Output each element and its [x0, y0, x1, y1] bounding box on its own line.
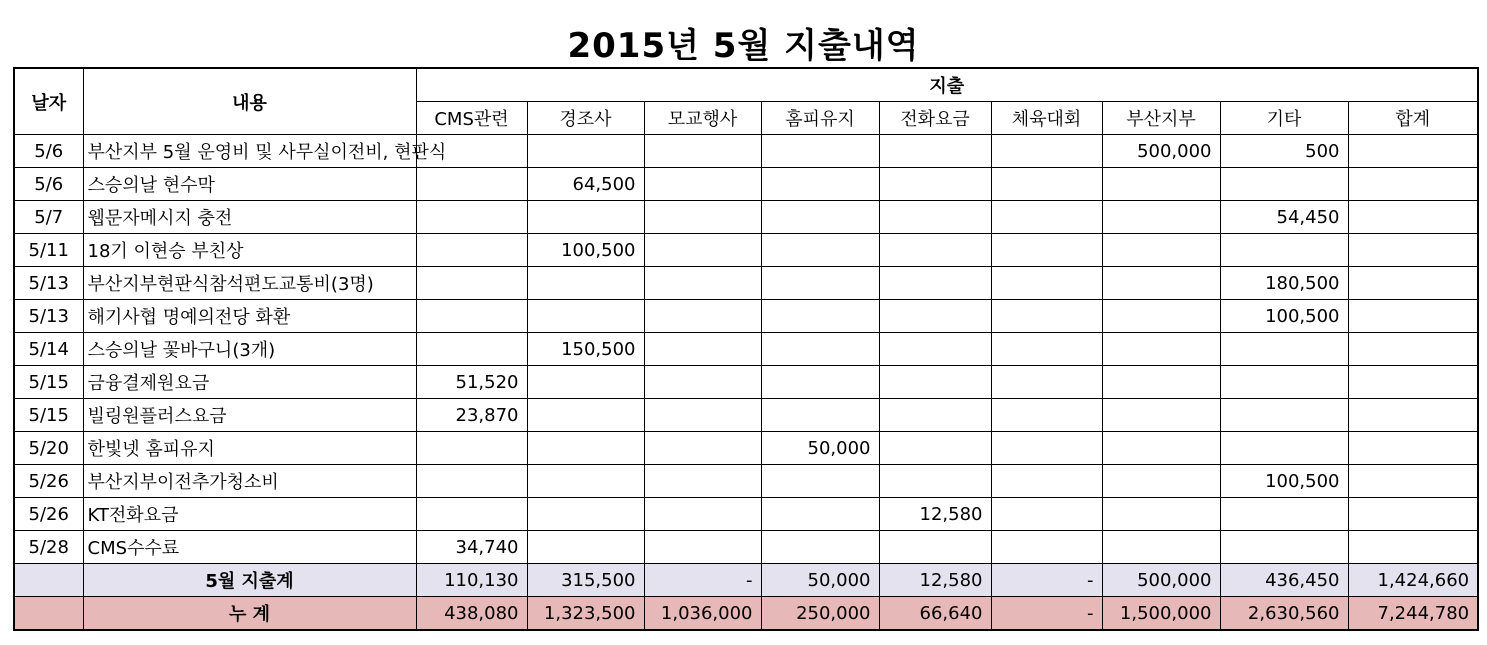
monthly-empty-cell	[14, 564, 83, 597]
row-etc	[1220, 531, 1348, 564]
row-description: KT전화요금	[83, 498, 416, 531]
header-cms: CMS관련	[416, 102, 527, 135]
row-hompi	[761, 531, 879, 564]
row-cms	[416, 432, 527, 465]
row-busan	[1102, 465, 1220, 498]
row-mogyo	[644, 432, 761, 465]
header-gyeongjo: 경조사	[527, 102, 644, 135]
cumulative-hompi: 250,000	[761, 597, 879, 631]
row-cms: 51,520	[416, 366, 527, 399]
row-etc: 180,500	[1220, 267, 1348, 300]
header-hompi: 홈피유지	[761, 102, 879, 135]
row-phone	[879, 201, 991, 234]
row-total	[1348, 432, 1478, 465]
row-date: 5/11	[14, 234, 83, 267]
monthly-cms: 110,130	[416, 564, 527, 597]
row-description: 18기 이현승 부친상	[83, 234, 416, 267]
row-gyeongjo	[527, 531, 644, 564]
header-busan: 부산지부	[1102, 102, 1220, 135]
cumulative-etc: 2,630,560	[1220, 597, 1348, 631]
row-sports	[991, 432, 1102, 465]
row-cms	[416, 465, 527, 498]
row-sports	[991, 267, 1102, 300]
row-gyeongjo: 100,500	[527, 234, 644, 267]
row-cms	[416, 300, 527, 333]
row-etc	[1220, 333, 1348, 366]
row-busan	[1102, 267, 1220, 300]
row-gyeongjo	[527, 300, 644, 333]
table-row	[14, 168, 1478, 201]
table-row	[14, 333, 1478, 366]
row-date: 5/7	[14, 201, 83, 234]
row-description: CMS수수료	[83, 531, 416, 564]
row-phone	[879, 135, 991, 168]
table-row	[14, 366, 1478, 399]
row-hompi	[761, 201, 879, 234]
row-gyeongjo	[527, 432, 644, 465]
row-description: 해기사협 명예의전당 화환	[83, 300, 416, 333]
table-row	[14, 399, 1478, 432]
row-mogyo	[644, 366, 761, 399]
row-total	[1348, 531, 1478, 564]
row-description: 웹문자메시지 충전	[83, 201, 416, 234]
row-busan	[1102, 234, 1220, 267]
table-row	[14, 201, 1478, 234]
cumulative-empty-cell	[14, 597, 83, 631]
row-total	[1348, 399, 1478, 432]
row-cms	[416, 333, 527, 366]
row-hompi	[761, 234, 879, 267]
table-row	[14, 432, 1478, 465]
row-etc: 100,500	[1220, 300, 1348, 333]
row-total	[1348, 135, 1478, 168]
row-sports	[991, 300, 1102, 333]
row-hompi	[761, 399, 879, 432]
row-phone	[879, 531, 991, 564]
row-phone	[879, 465, 991, 498]
cumulative-label: 누 계	[83, 597, 416, 631]
header-etc: 기타	[1220, 102, 1348, 135]
cumulative-total-row	[14, 597, 1478, 631]
monthly-gyeongjo: 315,500	[527, 564, 644, 597]
row-busan	[1102, 531, 1220, 564]
row-description: 부산지부 5월 운영비 및 사무실이전비, 현판식	[83, 135, 416, 168]
header-description: 내용	[83, 68, 416, 135]
table-row	[14, 300, 1478, 333]
row-total	[1348, 333, 1478, 366]
row-gyeongjo	[527, 267, 644, 300]
row-gyeongjo	[527, 366, 644, 399]
monthly-etc: 436,450	[1220, 564, 1348, 597]
row-mogyo	[644, 234, 761, 267]
row-hompi	[761, 465, 879, 498]
cumulative-cms: 438,080	[416, 597, 527, 631]
row-mogyo	[644, 531, 761, 564]
row-date: 5/13	[14, 300, 83, 333]
row-etc	[1220, 432, 1348, 465]
row-hompi: 50,000	[761, 432, 879, 465]
table-row	[14, 531, 1478, 564]
row-date: 5/14	[14, 333, 83, 366]
row-hompi	[761, 333, 879, 366]
header-date: 날자	[14, 68, 83, 135]
row-date: 5/20	[14, 432, 83, 465]
row-sports	[991, 234, 1102, 267]
row-busan	[1102, 201, 1220, 234]
row-total	[1348, 267, 1478, 300]
row-cms: 23,870	[416, 399, 527, 432]
row-mogyo	[644, 333, 761, 366]
row-hompi	[761, 300, 879, 333]
header-sports: 체육대회	[991, 102, 1102, 135]
row-phone: 12,580	[879, 498, 991, 531]
row-hompi	[761, 168, 879, 201]
row-etc: 54,450	[1220, 201, 1348, 234]
row-gyeongjo	[527, 498, 644, 531]
header-phone: 전화요금	[879, 102, 991, 135]
cumulative-busan: 1,500,000	[1102, 597, 1220, 631]
row-cms	[416, 498, 527, 531]
row-busan	[1102, 300, 1220, 333]
monthly-phone: 12,580	[879, 564, 991, 597]
cumulative-phone: 66,640	[879, 597, 991, 631]
table-row	[14, 498, 1478, 531]
row-sports	[991, 399, 1102, 432]
row-total	[1348, 201, 1478, 234]
row-date: 5/15	[14, 366, 83, 399]
row-phone	[879, 234, 991, 267]
row-etc	[1220, 366, 1348, 399]
row-total	[1348, 498, 1478, 531]
monthly-total: 1,424,660	[1348, 564, 1478, 597]
row-sports	[991, 168, 1102, 201]
monthly-label: 5월 지출계	[83, 564, 416, 597]
row-date: 5/13	[14, 267, 83, 300]
table-row	[14, 465, 1478, 498]
row-sports	[991, 465, 1102, 498]
row-sports	[991, 135, 1102, 168]
monthly-busan: 500,000	[1102, 564, 1220, 597]
row-total	[1348, 465, 1478, 498]
row-etc: 500	[1220, 135, 1348, 168]
row-etc	[1220, 234, 1348, 267]
row-phone	[879, 333, 991, 366]
row-description: 빌링원플러스요금	[83, 399, 416, 432]
row-date: 5/26	[14, 498, 83, 531]
row-date: 5/28	[14, 531, 83, 564]
row-busan	[1102, 333, 1220, 366]
row-mogyo	[644, 399, 761, 432]
row-description: 스승의날 현수막	[83, 168, 416, 201]
row-gyeongjo: 150,500	[527, 333, 644, 366]
monthly-mogyo: -	[644, 564, 761, 597]
row-description: 부산지부이전추가청소비	[83, 465, 416, 498]
monthly-sports: -	[991, 564, 1102, 597]
row-total	[1348, 300, 1478, 333]
row-total	[1348, 168, 1478, 201]
row-sports	[991, 333, 1102, 366]
cumulative-sports: -	[991, 597, 1102, 631]
page-title: 2015년 5월 지출내역	[567, 26, 920, 66]
row-phone	[879, 366, 991, 399]
row-busan	[1102, 168, 1220, 201]
header-total: 합계	[1348, 102, 1478, 135]
row-sports	[991, 498, 1102, 531]
row-busan	[1102, 432, 1220, 465]
row-cms	[416, 234, 527, 267]
row-busan: 500,000	[1102, 135, 1220, 168]
row-total	[1348, 366, 1478, 399]
row-sports	[991, 366, 1102, 399]
row-total	[1348, 234, 1478, 267]
table-row	[14, 267, 1478, 300]
row-mogyo	[644, 465, 761, 498]
row-hompi	[761, 498, 879, 531]
row-mogyo	[644, 168, 761, 201]
row-mogyo	[644, 201, 761, 234]
table-row	[14, 234, 1478, 267]
monthly-total-row	[14, 564, 1478, 597]
row-mogyo	[644, 498, 761, 531]
header-expense-group: 지출	[416, 68, 1478, 102]
row-cms	[416, 168, 527, 201]
row-sports	[991, 201, 1102, 234]
row-etc	[1220, 399, 1348, 432]
row-busan	[1102, 498, 1220, 531]
row-date: 5/15	[14, 399, 83, 432]
row-phone	[879, 300, 991, 333]
monthly-hompi: 50,000	[761, 564, 879, 597]
row-date: 5/6	[14, 168, 83, 201]
row-gyeongjo	[527, 135, 644, 168]
row-description: 스승의날 꽃바구니(3개)	[83, 333, 416, 366]
row-mogyo	[644, 267, 761, 300]
cumulative-gyeongjo: 1,323,500	[527, 597, 644, 631]
row-phone	[879, 168, 991, 201]
cumulative-total: 7,244,780	[1348, 597, 1478, 631]
row-mogyo	[644, 135, 761, 168]
row-phone	[879, 267, 991, 300]
row-etc	[1220, 168, 1348, 201]
header-mogyo: 모교행사	[644, 102, 761, 135]
row-gyeongjo	[527, 465, 644, 498]
row-etc	[1220, 498, 1348, 531]
row-hompi	[761, 135, 879, 168]
row-gyeongjo	[527, 201, 644, 234]
expense-table	[13, 67, 1479, 631]
row-date: 5/26	[14, 465, 83, 498]
row-gyeongjo: 64,500	[527, 168, 644, 201]
row-phone	[879, 432, 991, 465]
row-sports	[991, 531, 1102, 564]
row-date: 5/6	[14, 135, 83, 168]
row-description: 한빛넷 홈피유지	[83, 432, 416, 465]
row-description: 부산지부현판식참석편도교통비(3명)	[83, 267, 416, 300]
row-hompi	[761, 267, 879, 300]
cumulative-mogyo: 1,036,000	[644, 597, 761, 631]
row-hompi	[761, 366, 879, 399]
row-phone	[879, 399, 991, 432]
table-row	[14, 135, 1478, 168]
row-mogyo	[644, 300, 761, 333]
row-gyeongjo	[527, 399, 644, 432]
row-cms	[416, 267, 527, 300]
row-cms	[416, 201, 527, 234]
row-busan	[1102, 366, 1220, 399]
row-etc: 100,500	[1220, 465, 1348, 498]
row-description: 금융결제원요금	[83, 366, 416, 399]
row-busan	[1102, 399, 1220, 432]
row-cms: 34,740	[416, 531, 527, 564]
